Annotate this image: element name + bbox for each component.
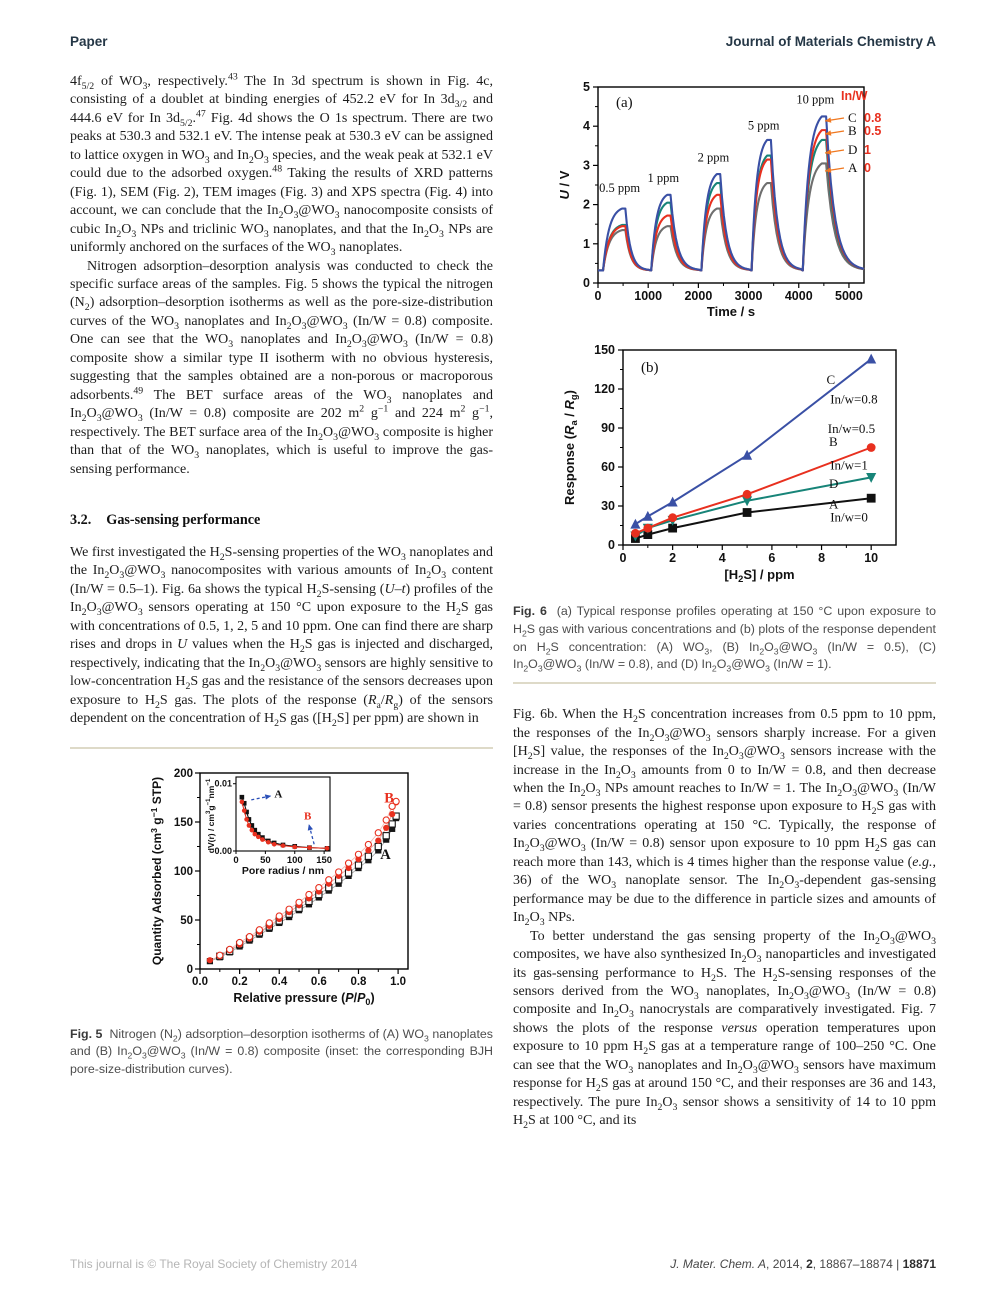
paragraph-nitrogen-adsorption: Nitrogen adsorption–desorption analysis was conducted to check the specific surface areas of the samples. Fig. 5 shows the typical the nitrogen $(N_2)$ adsorption–desorption isotherms as well as the pore-size-distribution curves of the $WO_3$ nanoplates and $In_2O_3@WO_3$ (In/W = 0.8) composite. One can see that the $WO_3$ nanoplates and $In_2O_3@WO_3$ (In/W = 0.8) composite show a similar type II isotherm with no obvious hysteresis, suggesting that the samples obtained are a non-porous or macroporous adsorbents.$^{49}$ The BET surface areas of the $WO_3$ nanoplates and $In_2O_3@WO_3$ (In/W = 0.8) composite are 202 $m^2$ $g^{-1}$ and 224 $m^2$ $g^{-1}$, respectively. The BET surface area of the $In_2O_3@WO_3$ composite is higher than that of the $WO_3$ nanoplates, which is useful to improve the gas-sensing performance. bbox=[70, 258, 494, 477]
svg-text:8: 8 bbox=[818, 551, 826, 565]
svg-text:0: 0 bbox=[619, 551, 627, 565]
svg-text:0.00: 0.00 bbox=[214, 845, 232, 856]
figure-6-label: Fig. 6 bbox=[513, 604, 547, 618]
svg-text:In/w=0.8: In/w=0.8 bbox=[830, 391, 878, 407]
figure-5 bbox=[148, 759, 493, 1016]
svg-text:0: 0 bbox=[864, 161, 871, 175]
svg-text:100: 100 bbox=[173, 865, 193, 878]
svg-text:B: B bbox=[304, 810, 312, 823]
svg-text:A: A bbox=[828, 496, 839, 512]
svg-text:(a): (a) bbox=[616, 95, 633, 111]
page-footer bbox=[70, 1257, 936, 1271]
svg-text:0.8: 0.8 bbox=[350, 975, 367, 988]
section-number: 3.2. bbox=[70, 511, 92, 528]
svg-text:Time / s: Time / s bbox=[706, 304, 756, 319]
paragraph-better-understand: To better understand the gas sensing property of the $In_2O_3@WO_3$ composites, we have also synthesized $In_2O_3$ nanoparticles and investigated its gas-sensing performance to $H_2S$. The $H_2S$-sensing responses of the sensors derived from the $WO_3$ nanoplates, $In_2O_3@WO_3$ (In/W = 0.8) composite and $In_2O_3$ nanocrystals are comparatively investigated. Fig. 7 shows the plots of the response versus operation temperatures upon exposure to 10 ppm $H_2S$ gas at a temperature range of 100–250 °C. One can see that the $WO_3$ nanoplates and $In_2O_3@WO_3$ sensors have maximum response for $H_2S$ gas at around 150 °C, and their responses are 36 and 143, respectively. The pure $In_2O_3$ sensor shows a sensitivity of 14 to 10 ppm $H_2S$ at 100 °C, and its bbox=[513, 928, 937, 1131]
svg-text:1: 1 bbox=[583, 236, 590, 251]
svg-text:In/w=0: In/w=0 bbox=[830, 509, 868, 525]
fig5-isotherm-chart bbox=[148, 759, 468, 1011]
citation-volume: 2 bbox=[806, 1257, 813, 1271]
svg-text:0.8: 0.8 bbox=[864, 111, 882, 125]
svg-text:2: 2 bbox=[583, 197, 590, 212]
svg-text:5000: 5000 bbox=[835, 289, 863, 303]
svg-text:dV(r) / cm3g−1nm−1: $dV(r) / cm^3g^{-1}nm^{-1}$ bbox=[205, 778, 216, 853]
svg-text:10 ppm: 10 ppm bbox=[796, 92, 835, 107]
citation bbox=[670, 1257, 936, 1271]
svg-text:0.5 ppm: 0.5 ppm bbox=[599, 181, 641, 196]
svg-text:100: 100 bbox=[286, 854, 303, 866]
svg-text:3000: 3000 bbox=[734, 289, 763, 303]
svg-text:D: D bbox=[848, 142, 858, 157]
svg-text:Relative pressure (P/P0): Relative pressure $(P/P_0)$ bbox=[233, 990, 375, 1007]
figure-5-caption-text: Nitrogen $(N_2)$ adsorption–desorption isotherms of (A) $WO_3$ nanoplates and (B) $In_2O_3@WO_3$ (In/W = 0.8) composite (inset: the corresponding BJH pore-size-distribution curves). bbox=[70, 1026, 493, 1077]
two-column-body bbox=[0, 49, 1000, 1131]
svg-text:B: B bbox=[384, 789, 394, 806]
svg-text:1000: 1000 bbox=[634, 289, 663, 303]
figure6-bottom-rule bbox=[513, 682, 936, 684]
svg-text:200: 200 bbox=[173, 767, 193, 780]
page-type-label: Paper bbox=[70, 34, 108, 49]
svg-text:A: A bbox=[274, 787, 283, 800]
svg-text:60: 60 bbox=[601, 460, 615, 474]
svg-text:150: 150 bbox=[316, 854, 333, 866]
citation-journal: J. Mater. Chem. A bbox=[670, 1257, 767, 1271]
figure-5-label: Fig. 5 bbox=[70, 1026, 103, 1041]
figure-6-caption bbox=[513, 603, 936, 674]
svg-text:6: 6 bbox=[768, 551, 776, 565]
right-column bbox=[513, 73, 936, 1131]
figure-5-caption bbox=[70, 1026, 493, 1079]
figure5-top-rule bbox=[70, 747, 493, 749]
svg-text:0.0: 0.0 bbox=[192, 975, 208, 988]
svg-text:0.4: 0.4 bbox=[271, 975, 288, 988]
svg-text:A: A bbox=[848, 160, 858, 175]
figure-6-caption-text: (a) Typical response profiles operating at 150 °C upon exposure to $H_2S$ gas with various concentrations and (b) plots of the response dependent on $H_2S$ concentration: (A) $WO_3$, (B) $In_2O_3@WO_3$ (In/W = 0.5), (C) $In_2O_3@WO_3$ (In/W = 0.8), and (D) $In_2O_3@WO_3$ (In/W = 1). bbox=[513, 604, 936, 674]
section-title: Gas-sensing performance bbox=[106, 511, 261, 528]
svg-text:Pore radius / nm: Pore radius / nm bbox=[241, 864, 325, 877]
svg-text:5: 5 bbox=[583, 80, 590, 94]
svg-text:150: 150 bbox=[594, 343, 615, 357]
page-header bbox=[0, 0, 1000, 49]
svg-text:0: 0 bbox=[233, 854, 239, 866]
svg-text:4: 4 bbox=[583, 119, 590, 134]
figure-6b bbox=[557, 330, 936, 593]
svg-text:30: 30 bbox=[601, 499, 615, 513]
left-column bbox=[70, 73, 493, 1131]
citation-pages: , 18867–18874 | bbox=[812, 1257, 903, 1271]
svg-text:3: 3 bbox=[583, 158, 590, 173]
svg-text:5 ppm: 5 ppm bbox=[747, 118, 780, 133]
svg-text:150: 150 bbox=[173, 816, 193, 829]
svg-text:1.0: 1.0 bbox=[390, 975, 407, 988]
svg-text:In/w=0.5: In/w=0.5 bbox=[827, 421, 876, 437]
citation-year: , 2014, bbox=[766, 1257, 807, 1271]
journal-title: Journal of Materials Chemistry A bbox=[725, 34, 936, 49]
svg-text:4000: 4000 bbox=[784, 289, 813, 303]
figure-6a bbox=[557, 73, 936, 324]
svg-text:In/w=1: In/w=1 bbox=[830, 457, 868, 473]
svg-text:Quantity Adsorbed (cm3 g−1 STP: Quantity Adsorbed ($cm^3$ $g^{-1}$ STP) bbox=[149, 776, 164, 965]
svg-text:In/W: In/W bbox=[841, 89, 868, 103]
svg-text:120: 120 bbox=[594, 382, 615, 396]
svg-text:4: 4 bbox=[718, 551, 726, 565]
svg-text:A: A bbox=[380, 846, 391, 863]
svg-text:B: B bbox=[848, 123, 857, 138]
svg-text:[H2S] / ppm: $[H_2S]$ / ppm bbox=[724, 567, 795, 584]
svg-text:50: 50 bbox=[180, 914, 193, 927]
svg-text:(b): (b) bbox=[641, 360, 659, 376]
fig6a-response-profile-chart bbox=[557, 73, 957, 319]
svg-text:B: B bbox=[828, 434, 838, 450]
svg-text:0.01: 0.01 bbox=[214, 778, 232, 789]
svg-text:0: 0 bbox=[594, 289, 602, 303]
svg-text:0: 0 bbox=[583, 276, 590, 290]
svg-text:1: 1 bbox=[864, 143, 871, 157]
svg-text:0: 0 bbox=[608, 538, 615, 552]
svg-text:U / V: U / V bbox=[557, 170, 572, 200]
citation-page-number: 18871 bbox=[902, 1257, 936, 1271]
svg-text:0.6: 0.6 bbox=[310, 975, 327, 988]
svg-text:Response (Ra / Rg): Response $(R_a / R_g)$ bbox=[562, 390, 579, 505]
svg-text:C: C bbox=[826, 371, 836, 387]
svg-text:C: C bbox=[848, 110, 857, 125]
copyright-notice: This journal is © The Royal Society of Chemistry 2014 bbox=[70, 1257, 358, 1271]
svg-text:D: D bbox=[828, 475, 839, 491]
svg-text:2000: 2000 bbox=[684, 289, 713, 303]
svg-text:1 ppm: 1 ppm bbox=[647, 170, 680, 185]
svg-text:10: 10 bbox=[864, 551, 879, 565]
svg-text:90: 90 bbox=[601, 421, 615, 435]
svg-text:50: 50 bbox=[260, 854, 271, 866]
svg-text:2: 2 bbox=[669, 551, 677, 565]
svg-text:2 ppm: 2 ppm bbox=[697, 150, 730, 165]
paragraph-gas-sensing-intro: We first investigated the $H_2S$-sensing properties of the $WO_3$ nanoplates and the $In_2O_3@WO_3$ nanocomposites with various amounts of $In_2O_3$ content (In/W = 0.5–1). Fig. 6a shows the typical $H_2S$-sensing (U–t) profiles of the $In_2O_3@WO_3$ sensors operating at 150 °C upon exposure to the $H_2S$ gas with concentrations of 0.5, 1, 2, 5 and 10 ppm. One can find there are sharp rises and drops in U values when the $H_2S$ gas is injected and discharged, respectively, indicating that the $In_2O_3@WO_3$ sensors are highly sensitive to low-concentration $H_2S$ gas and the resistance of the sensors decreases upon exposure to $H_2S$ gas. The plots of the response $(R_a/R_g)$ of the sensors dependent on the concentration of $H_2S$ gas ($[H_2S]$ per ppm) are shown in bbox=[70, 544, 493, 729]
svg-text:0: 0 bbox=[186, 963, 193, 976]
paragraph-xps-analysis: $4f_{5/2}$ of $WO_3$, respectively.$^{43}$ The In 3d spectrum is shown in Fig. 4c, consisting of a doublet at binding energies of 452.2 eV for In $3d_{3/2}$ and 444.6 eV for In $3d_{5/2}.^{47}$ Fig. 4d shows the O 1s spectrum. There are two peaks at 530.3 and 532.1 eV. The intense peak at 530.3 eV can be assigned to lattice oxygen in $WO_3$ and $In_2O_3$ species, and the weak peak at 532.1 eV could due to the adsorbed oxygen.$^{48}$ Taking the results of XRD patterns (Fig. 1), SEM (Fig. 2), TEM images (Fig. 3) and XPS spectra (Fig. 4) into account, we can conclude that the $In_2O_3@WO_3$ nanocomposite consists of cubic $In_2O_3$ NPs and triclinic $WO_3$ nanoplates, and that the $In_2O_3$ NPs are uniformly anchored on the surfaces of the $WO_3$ nanoplates. bbox=[70, 71, 494, 258]
svg-text:0.5: 0.5 bbox=[864, 124, 882, 138]
section-heading-3-2 bbox=[70, 512, 493, 529]
paragraph-fig6b-discussion: Fig. 6b. When the $H_2S$ concentration increases from 0.5 ppm to 10 ppm, the responses of the $In_2O_3@WO_3$ sensors sharply increase. For a given $[H_2S]$ value, the responses of the $In_2O_3@WO_3$ sensors increase with the increase in the $In_2O_3$ amounts from 0 to In/W = 0.8, and then decrease when the $In_2O_3$ NPs amount reaches to In/W = 1. The $In_2O_3@WO_3$ (In/W = 0.8) sensor presents the highest response upon exposure to $H_2S$ gas with varies concentrations operating at 150 °C. Typically, the response of $In_2O_3@WO_3$ (In/W = 0.8) sensor upon exposure to 10 ppm $H_2S$ gas can reach more than 143, which is 4 times higher than the response value (e.g., 36) of the $WO_3$ nanoplate sensor. The $In_2O_3$-dependent gas-sensing performance may be due to the difference in particle sizes and amounts of $In_2O_3$ NPs. bbox=[513, 707, 936, 928]
fig6b-response-concentration-chart bbox=[557, 330, 957, 588]
svg-text:0.2: 0.2 bbox=[231, 975, 248, 988]
